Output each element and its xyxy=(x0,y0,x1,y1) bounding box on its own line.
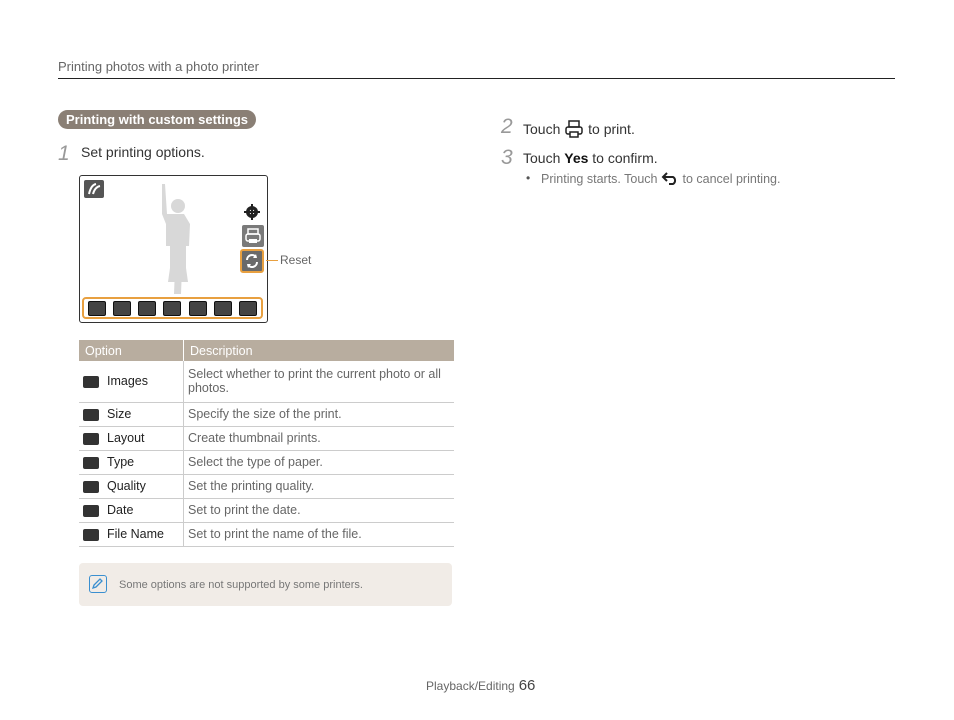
print-icon xyxy=(564,119,584,142)
description-cell: Specify the size of the print. xyxy=(184,402,455,426)
description-cell: Select whether to print the current photo or all photos. xyxy=(184,361,455,402)
header-option: Option xyxy=(79,340,184,361)
header-rule xyxy=(58,78,895,79)
step-2-pre: Touch xyxy=(523,121,561,138)
page-footer xyxy=(426,677,535,694)
description-cell: Create thumbnail prints. xyxy=(184,426,455,450)
option-label: Size xyxy=(107,407,132,421)
option-cell xyxy=(79,426,184,450)
file-name-icon[interactable] xyxy=(239,301,257,316)
step-3-post: to confirm. xyxy=(592,150,658,166)
description-cell: Select the type of paper. xyxy=(184,450,455,474)
option-label: Quality xyxy=(107,479,146,493)
print-options-bar xyxy=(82,297,263,319)
description-cell: Set the printing quality. xyxy=(184,474,455,498)
option-cell xyxy=(79,402,184,426)
option-label: Images xyxy=(107,374,148,389)
print-mode-icon xyxy=(84,180,104,198)
page-header-title: Printing photos with a photo printer xyxy=(58,59,259,74)
back-arrow-icon xyxy=(661,171,679,188)
date-icon xyxy=(83,505,99,517)
reset-button[interactable] xyxy=(240,249,264,273)
table-row xyxy=(79,474,454,498)
option-label: Type xyxy=(107,455,135,469)
step-2-number: 2 xyxy=(501,115,513,138)
setup-gear-icon[interactable] xyxy=(244,204,260,220)
table-row xyxy=(79,522,454,546)
camera-screen xyxy=(79,175,268,323)
table-row xyxy=(79,426,454,450)
option-cell xyxy=(79,361,184,402)
file-name-icon xyxy=(83,529,99,541)
section-pill: Printing with custom settings xyxy=(58,110,256,129)
step-2-text xyxy=(523,119,635,142)
step-1-number: 1 xyxy=(58,142,70,165)
note-text: Some options are not supported by some printers. xyxy=(119,579,363,591)
note-pencil-icon xyxy=(89,575,107,593)
reset-callout-label: Reset xyxy=(280,253,312,267)
bullet-text xyxy=(541,171,780,188)
option-label: Date xyxy=(107,503,134,517)
date-icon[interactable] xyxy=(214,301,232,316)
option-label: File Name xyxy=(107,527,164,541)
step-1-text: Set printing options. xyxy=(81,144,205,160)
option-label: Layout xyxy=(107,431,145,445)
size-icon xyxy=(83,409,99,421)
step-2-post: to print. xyxy=(588,121,635,138)
option-cell xyxy=(79,522,184,546)
table-row xyxy=(79,361,454,402)
note-box xyxy=(79,563,452,606)
images-icon xyxy=(83,376,99,388)
reset-callout-line xyxy=(266,260,278,261)
size-icon[interactable] xyxy=(113,301,131,316)
step-3-yes: Yes xyxy=(564,150,589,166)
layout-icon xyxy=(83,433,99,445)
bullet-dot: • xyxy=(526,171,531,185)
options-table xyxy=(79,340,454,547)
quality-icon xyxy=(83,481,99,493)
quality-icon[interactable] xyxy=(189,301,207,316)
step-3-pre: Touch xyxy=(523,150,561,166)
bullet-post: to cancel printing. xyxy=(682,171,781,186)
person-silhouette-icon xyxy=(156,184,200,300)
header-description: Description xyxy=(184,340,455,361)
table-row xyxy=(79,402,454,426)
description-cell: Set to print the date. xyxy=(184,498,455,522)
type-icon[interactable] xyxy=(163,301,181,316)
type-icon xyxy=(83,457,99,469)
footer-section: Playback/Editing xyxy=(426,679,515,693)
table-row xyxy=(79,450,454,474)
table-row xyxy=(79,498,454,522)
print-button[interactable] xyxy=(242,225,264,247)
page-number: 66 xyxy=(518,677,536,694)
step-3-text xyxy=(523,150,658,166)
bullet-pre: Printing starts. Touch xyxy=(541,171,658,186)
images-icon[interactable] xyxy=(88,301,106,316)
table-header-row xyxy=(79,340,454,361)
option-cell xyxy=(79,474,184,498)
layout-icon[interactable] xyxy=(138,301,156,316)
step-3-number: 3 xyxy=(501,146,513,169)
description-cell: Set to print the name of the file. xyxy=(184,522,455,546)
option-cell xyxy=(79,498,184,522)
option-cell xyxy=(79,450,184,474)
